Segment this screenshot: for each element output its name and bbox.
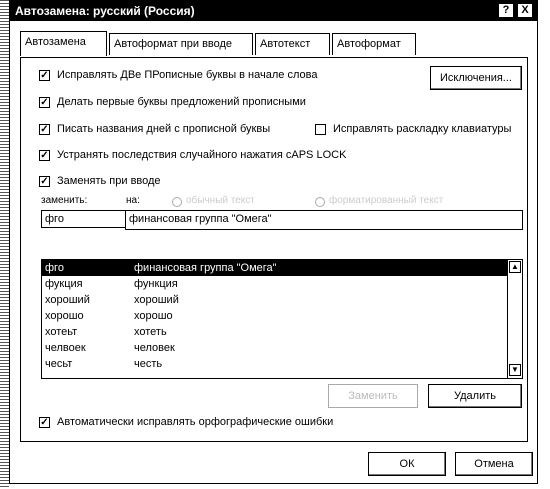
replace-typing-label: Заменять при вводе — [57, 175, 161, 187]
radio-formatted-label: форматированный текст — [329, 195, 444, 206]
auto-spelling-label: Автоматически исправлять орфографические ошибки — [57, 416, 334, 428]
option-two-caps[interactable] — [39, 69, 317, 81]
with-label: на: — [126, 195, 140, 206]
tab-autocorrect[interactable]: Автозамена — [20, 31, 107, 56]
close-button[interactable]: X — [517, 3, 533, 18]
replace-typing-checkbox[interactable]: ✓ — [40, 175, 49, 187]
list-item-from: хорошо — [45, 310, 84, 322]
scroll-down-icon[interactable]: ▼ — [509, 364, 521, 376]
list-item-to: человек — [134, 342, 175, 354]
list-item[interactable] — [42, 292, 508, 308]
cancel-button[interactable]: Отмена — [455, 452, 533, 476]
list-item[interactable] — [42, 340, 508, 356]
list-item-to: хороший — [134, 294, 179, 306]
day-names-checkbox[interactable]: ✓ — [40, 123, 49, 135]
list-item[interactable] — [42, 260, 508, 276]
tab-autotext[interactable]: Автотекст — [255, 33, 330, 55]
list-item[interactable] — [42, 276, 508, 292]
caps-lock-checkbox[interactable]: ✓ — [40, 149, 49, 161]
delete-button[interactable]: Удалить — [428, 384, 522, 408]
list-item-to: финансовая группа "Омега" — [134, 262, 277, 274]
day-names-label: Писать названия дней с прописной буквы — [57, 123, 271, 135]
list-item-from: хотеьт — [45, 326, 78, 338]
first-cap-checkbox[interactable]: ✓ — [40, 96, 49, 108]
tab-autoformat[interactable]: Автоформат — [332, 33, 416, 55]
title-bar — [10, 1, 537, 21]
radio-plain-text[interactable] — [172, 197, 182, 207]
with-input[interactable]: финансовая группа "Омега" — [125, 210, 523, 230]
radio-formatted-text[interactable] — [315, 197, 325, 207]
option-caps-lock[interactable] — [39, 149, 346, 161]
option-replace-typing[interactable] — [39, 175, 161, 187]
list-item-from: фукция — [45, 278, 83, 290]
list-item[interactable] — [42, 324, 508, 340]
keyboard-layout-label: Исправлять раскладку клавиатуры — [333, 123, 512, 135]
left-edge-artifact — [0, 0, 9, 489]
radio-plain-label: обычный текст — [186, 195, 255, 206]
ok-button[interactable]: ОК — [368, 452, 446, 476]
two-caps-checkbox[interactable]: ✓ — [40, 69, 49, 81]
list-item-from: чесьт — [45, 358, 73, 370]
list-item-to: функция — [134, 278, 178, 290]
list-item-from: челвоек — [45, 342, 86, 354]
keyboard-layout-checkbox[interactable] — [315, 124, 326, 135]
list-item[interactable] — [42, 308, 508, 324]
list-item-from: хороший — [45, 294, 90, 306]
list-item[interactable] — [42, 356, 508, 372]
autocorrect-list[interactable] — [41, 259, 523, 379]
replace-input[interactable]: фго — [41, 210, 126, 228]
list-item-to: хотеть — [134, 326, 167, 338]
help-button[interactable]: ? — [498, 3, 514, 18]
auto-spelling-checkbox[interactable]: ✓ — [40, 416, 49, 428]
tab-autoformat-as-you-type[interactable]: Автоформат при вводе — [109, 33, 253, 55]
option-keyboard-layout[interactable] — [315, 123, 511, 135]
window-title: Автозамена: русский (Россия) — [15, 4, 195, 18]
exceptions-button[interactable]: Исключения... — [430, 66, 522, 90]
autocorrect-dialog — [9, 0, 538, 484]
list-scrollbar[interactable] — [507, 260, 522, 378]
replace-button[interactable]: Заменить — [328, 384, 418, 408]
list-item-to: честь — [134, 358, 163, 370]
list-item-from: фго — [45, 262, 64, 274]
caps-lock-label: Устранять последствия случайного нажатия cAPS LOCK — [57, 149, 347, 161]
two-caps-label: Исправлять ДВе ПРописные буквы в начале слова — [57, 69, 318, 81]
option-day-names[interactable] — [39, 123, 270, 135]
first-cap-label: Делать первые буквы предложений прописными — [57, 96, 306, 108]
list-item-to: хорошо — [134, 310, 173, 322]
option-auto-spelling[interactable] — [39, 416, 333, 428]
option-first-cap[interactable] — [39, 96, 306, 108]
scroll-up-icon[interactable]: ▲ — [509, 261, 521, 273]
replace-label: заменить: — [41, 195, 88, 206]
